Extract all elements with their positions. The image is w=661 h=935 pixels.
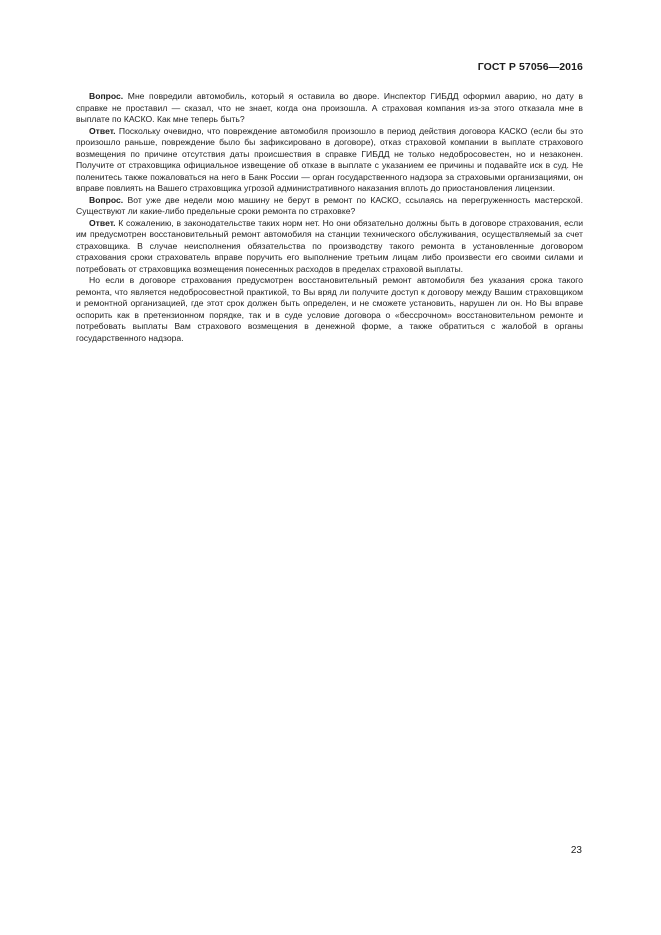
question-text: Вот уже две недели мою машину не берут в ремонт по КАСКО, ссылаясь на перегруженность мастерской. Существуют ли какие-либо предельные сроки ремонта по страховке? [76, 194, 583, 216]
answer-paragraph [76, 218, 583, 276]
question-label: Вопрос. [89, 194, 124, 205]
question-label: Вопрос. [89, 91, 124, 101]
document-body [76, 91, 583, 344]
document-standard-header: ГОСТ Р 57056—2016 [477, 61, 583, 73]
closing-paragraph: Но если в договоре страхования предусмотрен восстановительный ремонт автомобиля без указания срока такого ремонта, что является недобросовестной практикой, то Вы вряд ли получите доступ к договору между Вашим страховщиком и ремонтной организацией, где этот срок должен быть определен, и не сможете установить, нарушен ли он. Но Вы вправе оспорить как в претензионном порядке, так и в суде условие договора о «бессрочном» восстановительном ремонте и потребовать выплаты Вам страхового возмещения в денежной форме, а также обратиться с жалобой в органы государственного надзора. [76, 275, 583, 343]
answer-label: Ответ. [89, 125, 116, 136]
question-paragraph [76, 195, 583, 218]
question-text: Мне повредили автомобиль, который я оставила во дворе. Инспектор ГИБДД оформил аварию, но дату в справке не проставил — сказал, что не знает, когда она произошла. А страховая компания из-за этого отказала мне в выплате по КАСКО. Как мне теперь быть? [76, 91, 583, 124]
answer-text: К сожалению, в законодательстве таких норм нет. Но они обязательно должны быть в договоре страхования, если им предусмотрен восстановительный ремонт автомобиля на станции технического обслуживания, осуществляемый за счет страховщика. В случае неисполнения обязательства по производству такого ремонта в установленные договором страхования сроки страхователь вправе поручить его выполнение третьим лицам либо произвести его своими силами и потребовать от страховщика возмещения понесенных расходов в пределах страховой выплаты. [76, 217, 583, 274]
answer-label: Ответ. [89, 217, 116, 228]
answer-text: Поскольку очевидно, что повреждение автомобиля произошло в период действия договора КАСКО (если бы это произошло раньше, повреждение было бы зафиксировано в договоре), отказ страховой компании в выплате страхового возмещения по причине отсутствия даты происшествия в справке ГИБДД не только недобросовестен, но и незаконен. Получите от страховщика официальное извещение об отказе в выплате с указанием ее причины и подавайте иск в суд. Не поленитесь также пожаловаться на него в Банк России — орган государственного надзора за страховыми организациями, он вправе повлиять на Вашего страховщика угрозой административного наказания вплоть до приостановления лицензии. [76, 125, 583, 193]
answer-paragraph [76, 126, 583, 195]
page-number: 23 [570, 845, 582, 856]
question-paragraph [76, 91, 583, 126]
